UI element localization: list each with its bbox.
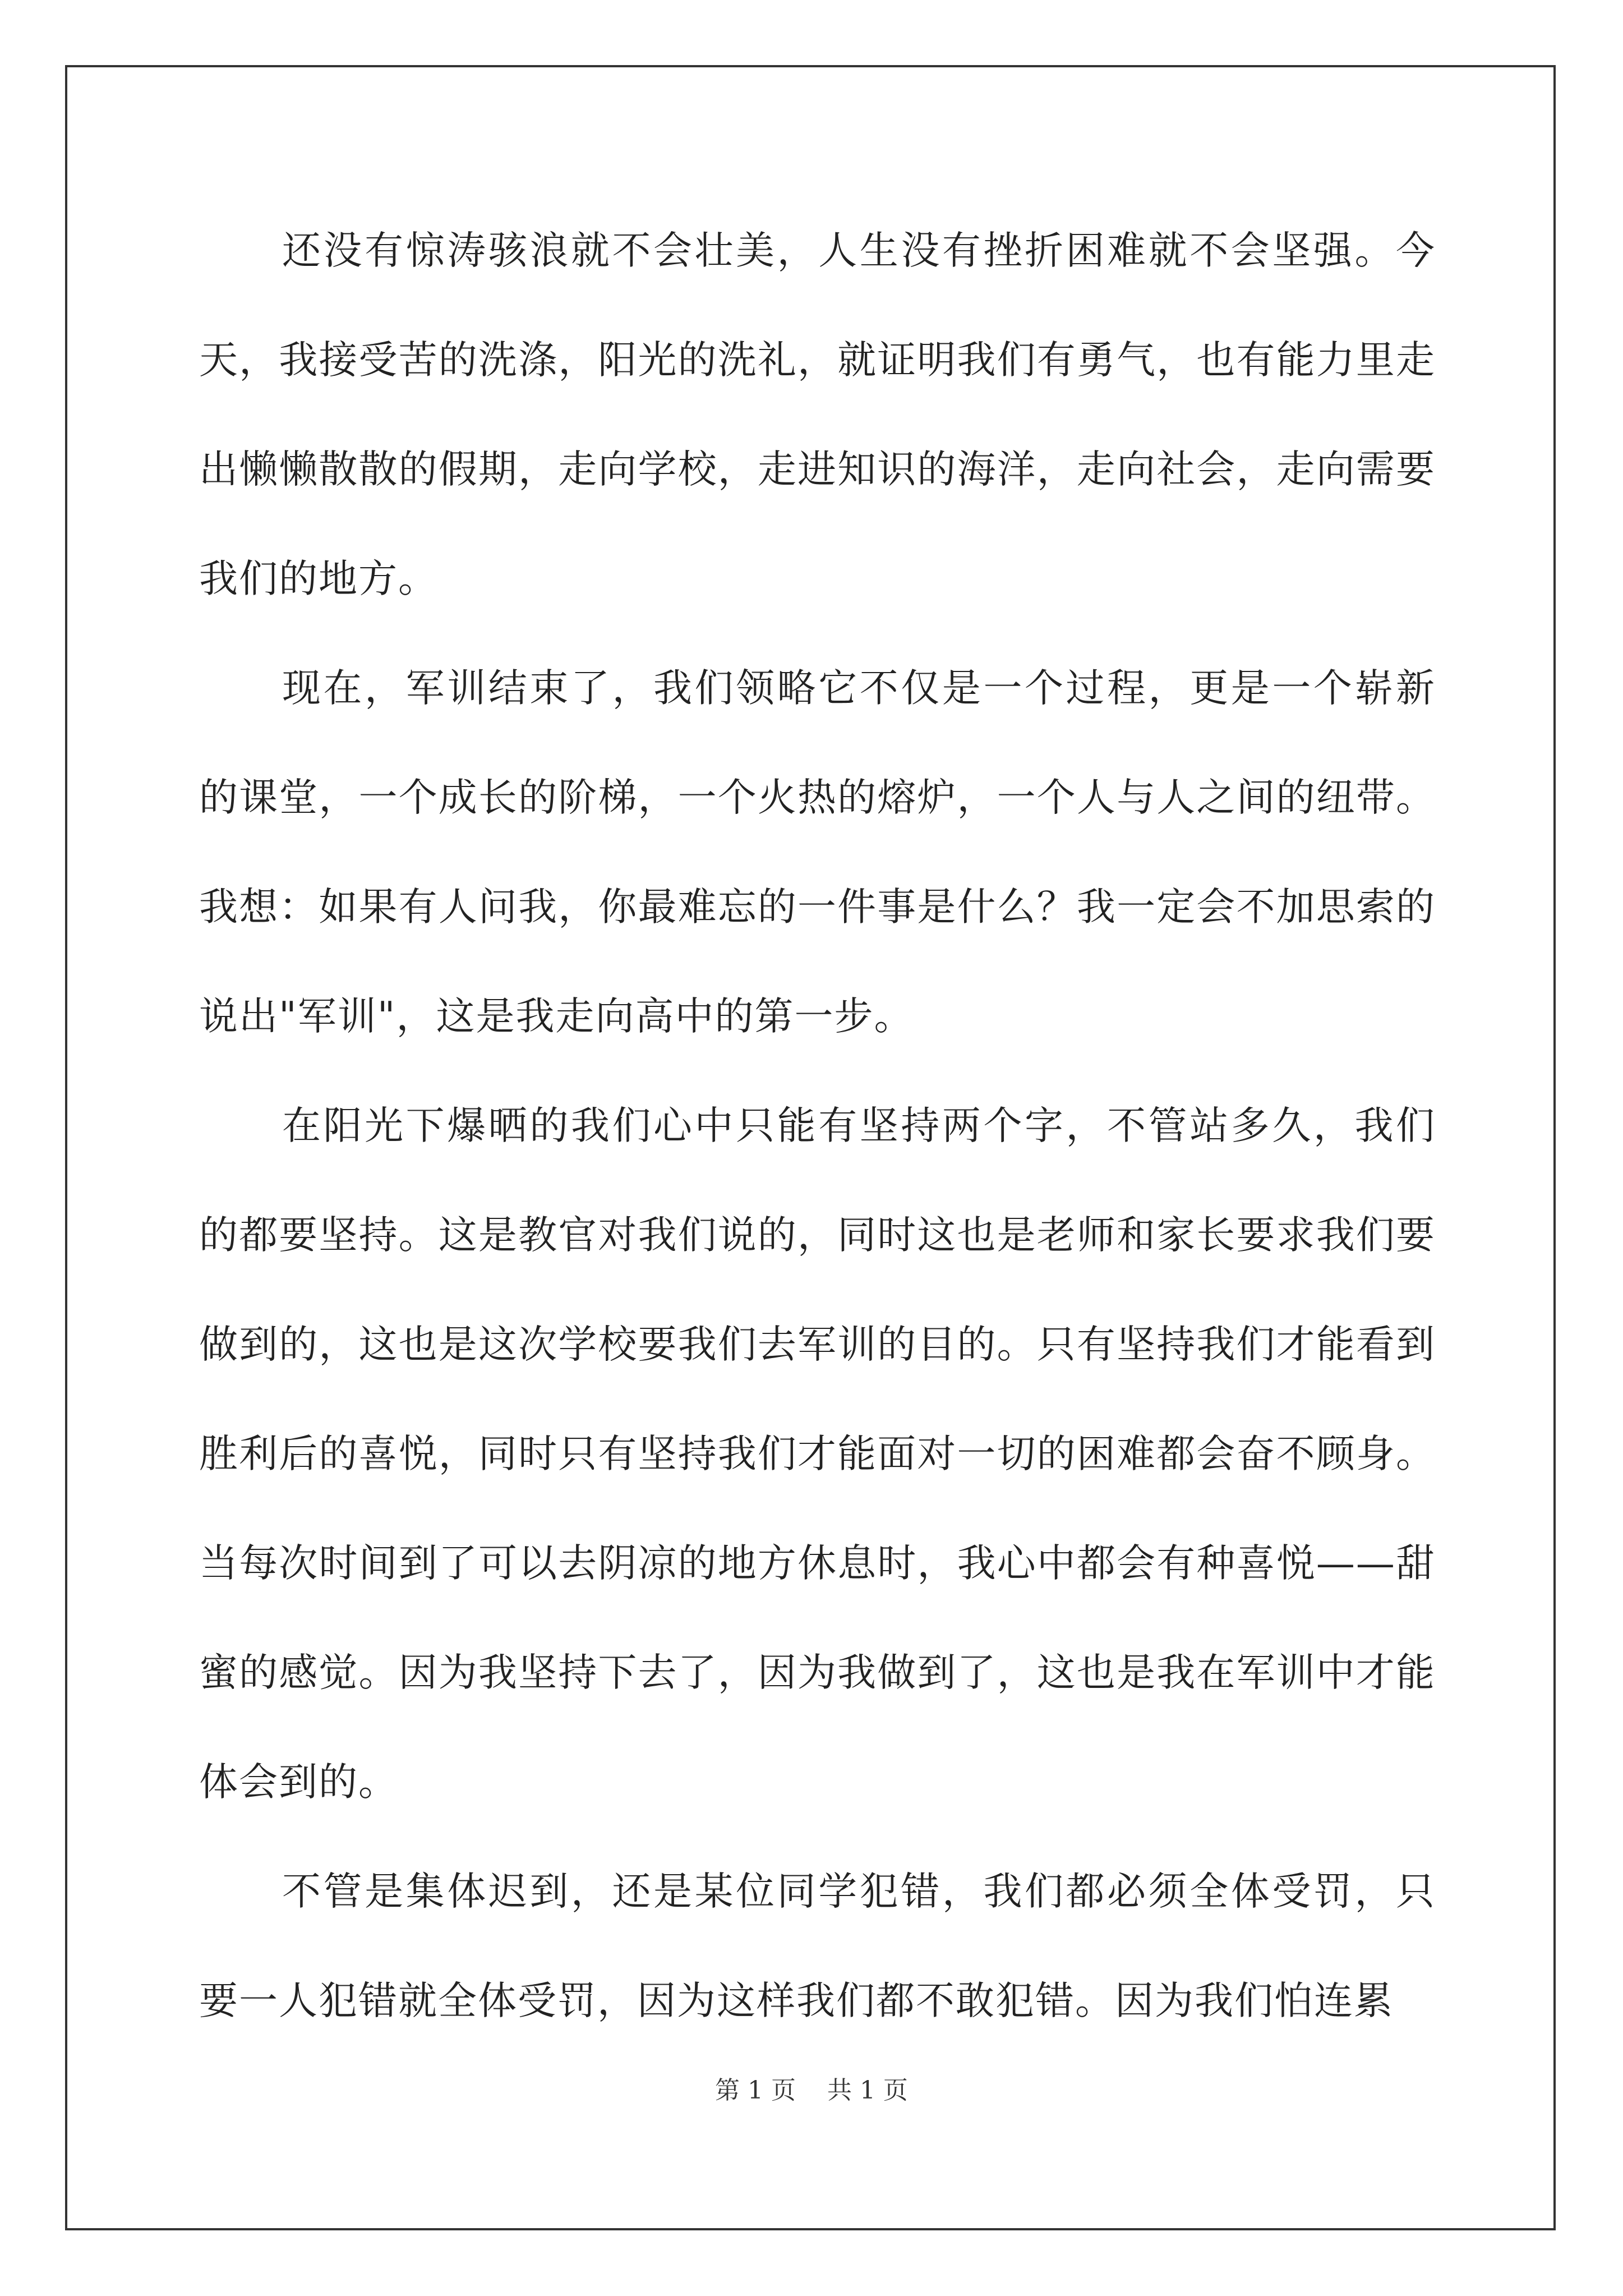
paragraph-3: 在阳光下爆晒的我们心中只能有坚持两个字，不管站多久，我们的都要坚持。这是教官对我们说的，同时这也是老师和家长要求我们要做到的，这也是这次学校要我们去军训的目的。只有坚持我们才能看到胜利后的喜悦，同时只有坚持我们才能面对一切的困难都会奋不顾身。当每次时间到了可以去阴凉的地方休息时，我心中都会有种喜悦——甜蜜的感觉。因为我坚持下去了，因为我做到了，这也是我在军训中才能体会到的。	[199, 1103, 1436, 1805]
paragraph-1: 还没有惊涛骇浪就不会壮美，人生没有挫折困难就不会坚强。今天，我接受苦的洗涤，阳光的洗礼，就证明我们有勇气，也有能力里走出懒懒散散的假期，走向学校，走进知识的海洋，走向社会，走向需要我们的地方。	[199, 228, 1436, 601]
paragraph-2: 现在，军训结束了，我们领略它不仅是一个过程，更是一个崭新的课堂，一个成长的阶梯，一个火热的熔炉，一个人与人之间的纽带。我想：如果有人问我，你最难忘的一件事是什么？我一定会不加思索的说出"军训"，这是我走向高中的第一步。	[199, 666, 1436, 1039]
document-body	[199, 196, 1436, 2056]
page-number-footer: 第 1 页 共 1 页	[715, 2076, 908, 2105]
paragraph-4: 不管是集体迟到，还是某位同学犯错，我们都必须全体受罚，只要一人犯错就全体受罚，因为这样我们都不敢犯错。因为我们怕连累	[199, 1869, 1436, 2023]
